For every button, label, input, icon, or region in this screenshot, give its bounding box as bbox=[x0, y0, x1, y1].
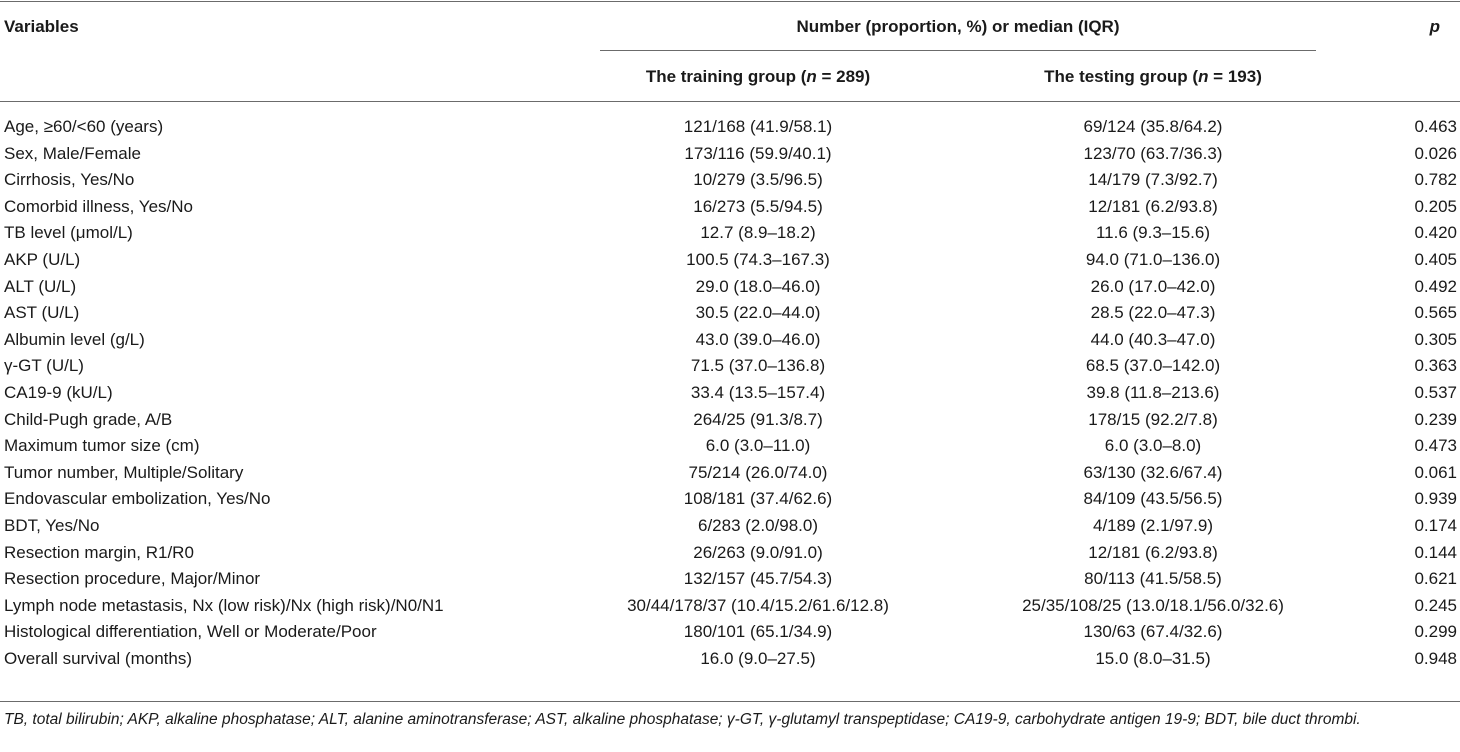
table-row bbox=[0, 167, 1460, 194]
cell-p-value: 0.299 bbox=[1414, 622, 1457, 642]
table-row bbox=[0, 619, 1460, 646]
cell-testing: 14/179 (7.3/92.7) bbox=[1088, 170, 1218, 190]
cell-training: 26/263 (9.0/91.0) bbox=[693, 542, 823, 562]
table-row bbox=[0, 141, 1460, 168]
table-row bbox=[0, 433, 1460, 460]
cell-testing: 80/113 (41.5/58.5) bbox=[1084, 569, 1222, 589]
testing-prefix: The testing group ( bbox=[1044, 67, 1199, 86]
cell-variable: Tumor number, Multiple/Solitary bbox=[4, 462, 244, 482]
cell-variable: CA19-9 (kU/L) bbox=[4, 382, 113, 402]
cell-p-value: 0.621 bbox=[1414, 569, 1457, 589]
table-row bbox=[0, 274, 1460, 301]
cell-training: 12.7 (8.9–18.2) bbox=[700, 223, 816, 243]
table-row bbox=[0, 300, 1460, 327]
cell-p-value: 0.305 bbox=[1414, 329, 1457, 349]
cell-p-value: 0.463 bbox=[1414, 117, 1457, 136]
table-row bbox=[0, 540, 1460, 567]
cell-variable: Comorbid illness, Yes/No bbox=[4, 196, 193, 216]
cell-testing: 11.6 (9.3–15.6) bbox=[1095, 223, 1211, 243]
table-row bbox=[0, 380, 1460, 407]
cell-training: 16/273 (5.5/94.5) bbox=[693, 196, 823, 216]
table-row bbox=[0, 220, 1460, 247]
cell-p-value: 0.239 bbox=[1414, 409, 1457, 429]
cell-variable: Histological differentiation, Well or Moderate/Poor bbox=[4, 622, 377, 642]
cell-training: 75/214 (26.0/74.0) bbox=[688, 462, 828, 482]
top-rule bbox=[0, 1, 1460, 2]
cell-variable: Lymph node metastasis, Nx (low risk)/Nx (high risk)/N0/N1 bbox=[4, 595, 444, 615]
table-row bbox=[0, 646, 1460, 673]
cell-training: 30/44/178/37 (10.4/15.2/61.6/12.8) bbox=[627, 595, 889, 615]
cell-testing: 39.8 (11.8–213.6) bbox=[1086, 382, 1220, 402]
cell-training: 121/168 (41.9/58.1) bbox=[683, 117, 833, 136]
table-row bbox=[0, 566, 1460, 593]
cell-p-value: 0.782 bbox=[1414, 170, 1457, 190]
table-row bbox=[0, 114, 1460, 141]
cell-training: 30.5 (22.0–44.0) bbox=[695, 303, 821, 323]
cell-training: 100.5 (74.3–167.3) bbox=[686, 249, 830, 269]
table-row bbox=[0, 513, 1460, 540]
table-row bbox=[0, 194, 1460, 221]
cell-testing: 123/70 (63.7/36.3) bbox=[1083, 143, 1223, 163]
cell-testing: 94.0 (71.0–136.0) bbox=[1085, 249, 1221, 269]
cell-testing: 63/130 (32.6/67.4) bbox=[1083, 462, 1223, 482]
table-row bbox=[0, 486, 1460, 513]
cell-training: 29.0 (18.0–46.0) bbox=[695, 276, 821, 296]
header-rule bbox=[0, 101, 1460, 102]
cell-variable: γ-GT (U/L) bbox=[4, 356, 84, 376]
table-body bbox=[0, 114, 1460, 672]
header-variables: Variables bbox=[4, 17, 79, 36]
testing-n-label: n bbox=[1198, 67, 1209, 86]
cell-variable: Child-Pugh grade, A/B bbox=[4, 409, 173, 429]
cell-p-value: 0.026 bbox=[1414, 143, 1457, 163]
cell-training: 71.5 (37.0–136.8) bbox=[690, 356, 826, 376]
cell-testing: 26.0 (17.0–42.0) bbox=[1090, 276, 1216, 296]
cell-variable: Sex, Male/Female bbox=[4, 143, 141, 163]
table-row bbox=[0, 327, 1460, 354]
cell-variable: Maximum tumor size (cm) bbox=[4, 436, 200, 456]
cell-p-value: 0.473 bbox=[1414, 436, 1457, 456]
cell-testing: 44.0 (40.3–47.0) bbox=[1090, 329, 1216, 349]
table-footnote: TB, total bilirubin; AKP, alkaline phosphatase; ALT, alanine aminotransferase; AST, alkaline phosphatase; γ-GT, γ-glutamyl transpeptidase; CA19-9, carbohydrate antigen 19-9; BDT, bile duct thrombi. bbox=[4, 711, 1361, 728]
cell-variable: AST (U/L) bbox=[4, 303, 80, 323]
cell-testing: 28.5 (22.0–47.3) bbox=[1090, 303, 1216, 323]
cell-p-value: 0.174 bbox=[1414, 515, 1457, 535]
table-row bbox=[0, 407, 1460, 434]
cell-p-value: 0.492 bbox=[1414, 276, 1457, 296]
bottom-rule bbox=[0, 701, 1460, 702]
cell-variable: Age, ≥60/<60 (years) bbox=[4, 117, 164, 136]
cell-training: 6.0 (3.0–11.0) bbox=[705, 436, 811, 456]
cell-testing: 6.0 (3.0–8.0) bbox=[1104, 436, 1202, 456]
cell-testing: 12/181 (6.2/93.8) bbox=[1088, 542, 1218, 562]
cell-variable: ALT (U/L) bbox=[4, 276, 77, 296]
cell-training: 108/181 (37.4/62.6) bbox=[683, 489, 833, 509]
cell-variable: Resection margin, R1/R0 bbox=[4, 542, 194, 562]
testing-n-value: = 193) bbox=[1208, 67, 1262, 86]
cell-variable: TB level (μmol/L) bbox=[4, 223, 133, 243]
cell-testing: 178/15 (92.2/7.8) bbox=[1088, 409, 1218, 429]
cell-testing: 69/124 (35.8/64.2) bbox=[1083, 117, 1223, 136]
cell-p-value: 0.537 bbox=[1414, 382, 1457, 402]
group-span-rule bbox=[600, 50, 1316, 51]
header-training-group bbox=[600, 67, 916, 87]
cell-training: 180/101 (65.1/34.9) bbox=[683, 622, 833, 642]
cell-p-value: 0.245 bbox=[1414, 595, 1457, 615]
header-p: p bbox=[1429, 17, 1440, 36]
table-row bbox=[0, 353, 1460, 380]
cell-p-value: 0.205 bbox=[1414, 196, 1457, 216]
header-group: Number (proportion, %) or median (IQR) bbox=[796, 17, 1120, 36]
cell-training: 33.4 (13.5–157.4) bbox=[690, 382, 826, 402]
cell-p-value: 0.405 bbox=[1414, 249, 1457, 269]
training-prefix: The training group ( bbox=[645, 67, 807, 86]
cell-training: 16.0 (9.0–27.5) bbox=[700, 648, 816, 668]
cell-testing: 4/189 (2.1/97.9) bbox=[1092, 515, 1214, 535]
training-n-label: n bbox=[806, 67, 817, 86]
cell-p-value: 0.420 bbox=[1414, 223, 1457, 243]
cell-testing: 12/181 (6.2/93.8) bbox=[1088, 196, 1218, 216]
cell-variable: Albumin level (g/L) bbox=[4, 329, 145, 349]
header-testing-group bbox=[990, 67, 1316, 87]
cell-training: 132/157 (45.7/54.3) bbox=[683, 569, 833, 589]
table-row bbox=[0, 247, 1460, 274]
table-row bbox=[0, 593, 1460, 620]
cell-variable: Cirrhosis, Yes/No bbox=[4, 170, 135, 190]
cell-testing: 84/109 (43.5/56.5) bbox=[1083, 489, 1223, 509]
cell-variable: Endovascular embolization, Yes/No bbox=[4, 489, 271, 509]
cell-training: 264/25 (91.3/8.7) bbox=[693, 409, 823, 429]
cell-p-value: 0.948 bbox=[1414, 648, 1457, 668]
cell-p-value: 0.144 bbox=[1414, 542, 1457, 562]
training-n-value: = 289) bbox=[816, 67, 871, 86]
cell-testing: 68.5 (37.0–142.0) bbox=[1085, 356, 1221, 376]
table-row bbox=[0, 460, 1460, 487]
cell-p-value: 0.363 bbox=[1414, 356, 1457, 376]
cell-training: 173/116 (59.9/40.1) bbox=[684, 143, 832, 163]
cell-variable: Resection procedure, Major/Minor bbox=[4, 569, 261, 589]
cell-p-value: 0.061 bbox=[1414, 462, 1457, 482]
cell-p-value: 0.565 bbox=[1414, 303, 1457, 323]
cell-training: 43.0 (39.0–46.0) bbox=[695, 329, 821, 349]
cell-testing: 130/63 (67.4/32.6) bbox=[1083, 622, 1223, 642]
cell-testing: 25/35/108/25 (13.0/18.1/56.0/32.6) bbox=[1022, 595, 1284, 615]
cell-variable: Overall survival (months) bbox=[4, 648, 192, 668]
cell-training: 6/283 (2.0/98.0) bbox=[697, 515, 819, 535]
cell-training: 10/279 (3.5/96.5) bbox=[693, 170, 823, 190]
cell-p-value: 0.939 bbox=[1414, 489, 1457, 509]
cell-testing: 15.0 (8.0–31.5) bbox=[1095, 648, 1211, 668]
cell-variable: AKP (U/L) bbox=[4, 249, 81, 269]
cell-variable: BDT, Yes/No bbox=[4, 515, 100, 535]
